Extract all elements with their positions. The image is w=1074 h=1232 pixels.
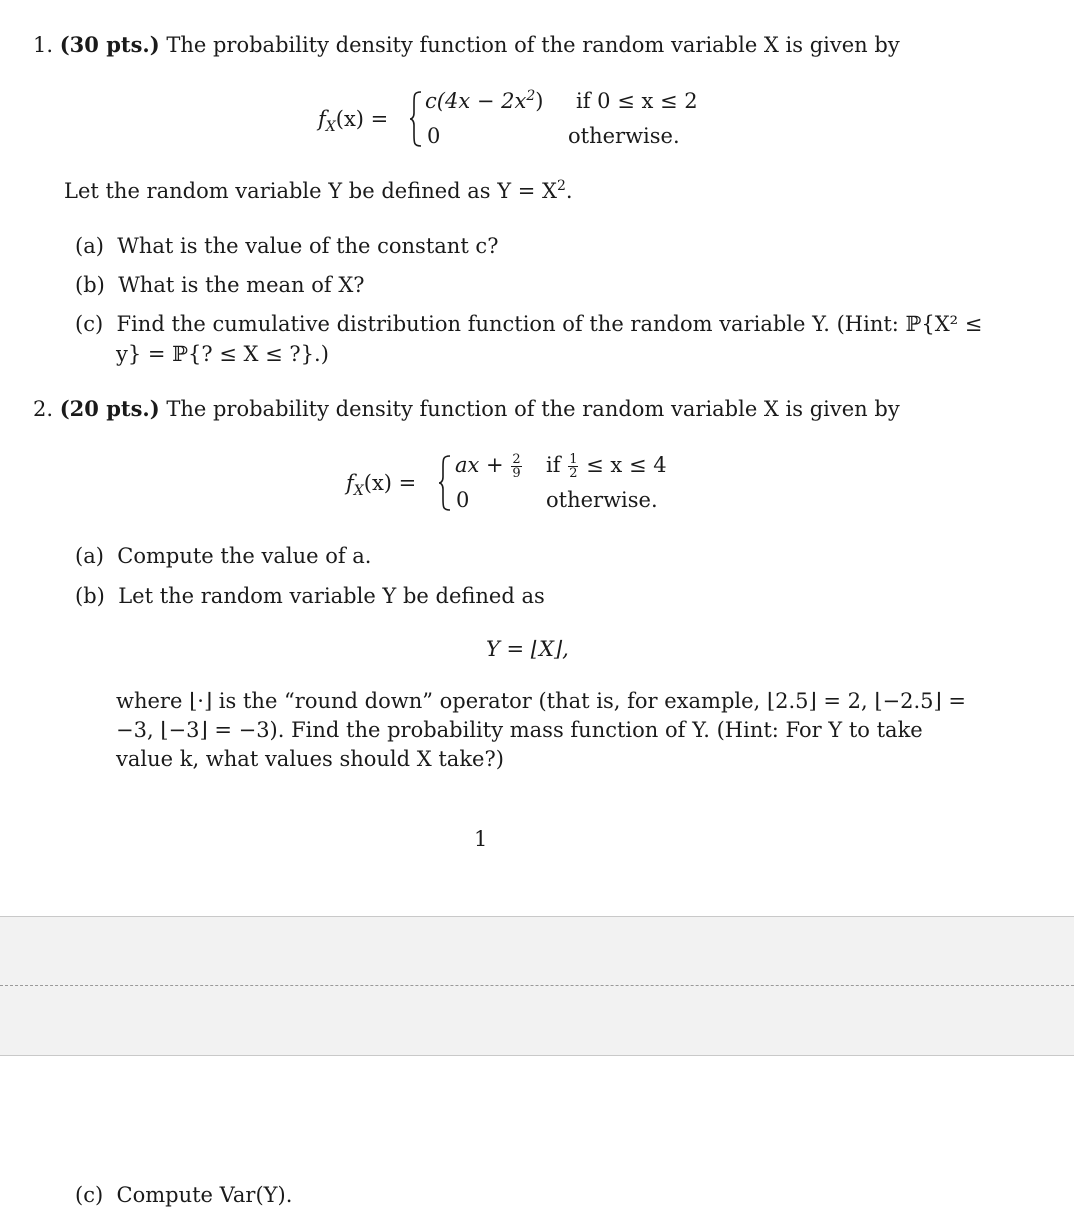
problem2-where-line-2: −3, ⌊−3⌋ = −3). Find the probability mass function of Y. (Hint: For Y to take — [116, 718, 923, 742]
problem1-case1-cond: if 0 ≤ x ≤ 2 — [576, 89, 698, 113]
problem2-where-line-3: value k, what values should X take?) — [116, 747, 504, 771]
problem1-part-a: (a) What is the value of the constant c? — [75, 234, 499, 258]
page-break-band — [0, 916, 1074, 1056]
problem2-points: (20 pts.) — [59, 396, 160, 421]
problem2-floor-equation: Y = ⌊X⌋, — [486, 637, 569, 661]
problem2-case1-cond: if $\frac{1}{2}$ ≤ x ≤ 4 — [546, 452, 667, 481]
problem1-intro: The probability density function of the random variable X is given by — [166, 33, 900, 57]
problem1-points: (30 pts.) — [59, 32, 160, 57]
problem1-brace — [409, 91, 423, 147]
problem1-pdf-lhs: $f_X(x)$ = — [318, 107, 389, 136]
problem1-case1-expr: $c(4x - 2x^2)$ — [425, 88, 544, 113]
page-break-dashed-line — [0, 985, 1074, 986]
problem1-case2-expr: 0 — [427, 124, 441, 148]
problem2-case1-expr: ax + $\frac{2}{9}$ — [455, 452, 521, 481]
problem2-part-a: (a) Compute the value of a. — [75, 544, 372, 568]
page-number: 1 — [474, 827, 488, 851]
problem2-intro: The probability density function of the random variable X is given by — [166, 397, 900, 421]
problem2-part-c: (c) Compute Var(Y). — [75, 1183, 293, 1207]
problem2-brace — [438, 455, 452, 511]
problem2-case2-expr: 0 — [456, 488, 470, 512]
problem1-part-b: (b) What is the mean of X? — [75, 273, 365, 297]
problem1-heading — [33, 32, 900, 57]
problem2-case2-cond: otherwise. — [546, 488, 658, 512]
problem1-part-c-cont: y} = ℙ{? ≤ X ≤ ?}.) — [116, 342, 329, 366]
problem2-number: 2. — [33, 397, 54, 421]
problem2-heading — [33, 396, 900, 421]
problem2-pdf-lhs: $f_X(x)$ = — [346, 471, 417, 500]
problem2-where-line-1: where ⌊·⌋ is the “round down” operator (that is, for example, ⌊2.5⌋ = 2, ⌊−2.5⌋ = — [116, 689, 966, 713]
problem1-number: 1. — [33, 33, 54, 57]
problem1-define: Let the random variable Y be defined as $Y = X^2$. — [64, 178, 573, 203]
problem2-part-b: (b) Let the random variable Y be defined as — [75, 584, 545, 608]
problem1-part-c: (c) Find the cumulative distribution function of the random variable Y. (Hint: ℙ{X² ≤ — [75, 312, 983, 336]
problem1-case2-cond: otherwise. — [568, 124, 680, 148]
